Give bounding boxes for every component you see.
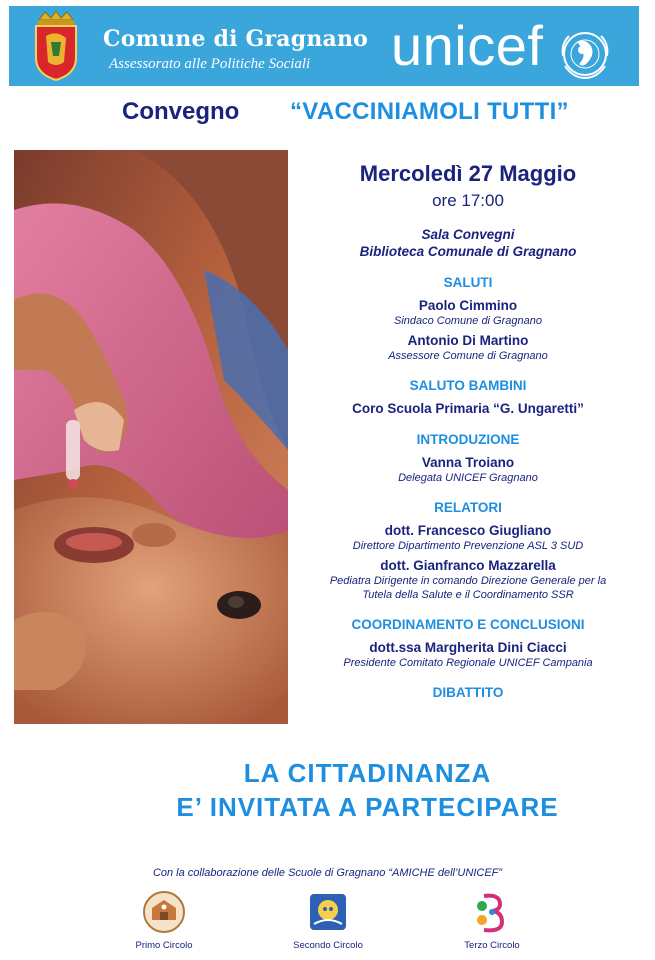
invitation-line-2: E’ INVITATA A PARTECIPARE <box>176 792 559 822</box>
school-secondo-circolo <box>273 890 383 951</box>
comune-subtitle: Assessorato alle Politiche Sociali <box>109 56 311 72</box>
title-main: “VACCINIAMOLI TUTTI” <box>290 98 569 125</box>
school-crest-icon <box>306 890 350 934</box>
speaker-name: dott. Gianfranco Mazzarella <box>380 558 556 573</box>
speaker-name: dott. Francesco Giugliano <box>384 523 552 538</box>
school-label: Primo Circolo <box>135 940 193 951</box>
event-venue <box>296 226 640 260</box>
invitation-line-1: LA CITTADINANZA <box>243 758 492 788</box>
event-date: Mercoledì 27 Maggio <box>359 161 577 186</box>
invitation-text <box>0 756 655 824</box>
school-label: Secondo Circolo <box>293 940 363 951</box>
school-label: Terzo Circolo <box>464 940 520 951</box>
collaboration-text: Con la collaborazione delle Scuole di Gragnano “AMICHE dell’UNICEF” <box>152 867 503 879</box>
venue-line-1: Sala Convegni <box>421 227 515 242</box>
comune-name: Comune di Gragnano <box>103 26 369 52</box>
speaker-role: Delegata UNICEF Gragnano <box>398 472 538 484</box>
section-heading-coordinamento: COORDINAMENTO E CONCLUSIONI <box>351 617 585 632</box>
speaker-role-line-2: Tutela della Salute e il Coordinamento SSR <box>362 589 574 601</box>
speaker-name: Paolo Cimmino <box>418 298 518 313</box>
speaker-name: Antonio Di Martino <box>407 333 529 348</box>
speaker-name: Vanna Troiano <box>421 455 515 470</box>
speaker-role: Direttore Dipartimento Prevenzione ASL 3 SUD <box>352 540 584 552</box>
choir-name: Coro Scuola Primaria “G. Ungaretti” <box>352 401 584 416</box>
program-column <box>296 160 640 701</box>
venue-line-2: Biblioteca Comunale di Gragnano <box>359 244 577 259</box>
section-heading-dibattito: DIBATTITO <box>432 685 504 700</box>
speaker-role: Sindaco Comune di Gragnano <box>394 315 542 327</box>
school-terzo-circolo <box>437 890 547 951</box>
section-heading-saluto-bambini: SALUTO BAMBINI <box>409 378 527 393</box>
unicef-emblem-icon <box>555 24 615 84</box>
section-heading-introduzione: INTRODUZIONE <box>416 432 520 447</box>
title-prefix: Convegno <box>122 98 240 125</box>
section-heading-relatori: RELATORI <box>434 500 502 515</box>
event-title <box>0 96 655 132</box>
speaker-role-line-1: Pediatra Dirigente in comando Direzione Generale per la <box>329 575 607 587</box>
event-time: ore 17:00 <box>432 191 504 210</box>
school-primo-circolo <box>109 890 219 951</box>
speaker-name: dott.ssa Margherita Dini Ciacci <box>369 640 567 655</box>
speaker-role: Presidente Comitato Regionale UNICEF Campania <box>343 657 593 669</box>
vaccination-photo <box>14 150 288 724</box>
school-crest-icon <box>470 890 514 934</box>
speaker-role: Assessore Comune di Gragnano <box>388 350 548 362</box>
header-banner <box>9 6 639 86</box>
comune-crest-icon <box>31 10 81 82</box>
school-crest-icon <box>142 890 186 934</box>
section-heading-saluti: SALUTI <box>443 275 493 290</box>
unicef-wordmark: unicef <box>391 14 544 77</box>
